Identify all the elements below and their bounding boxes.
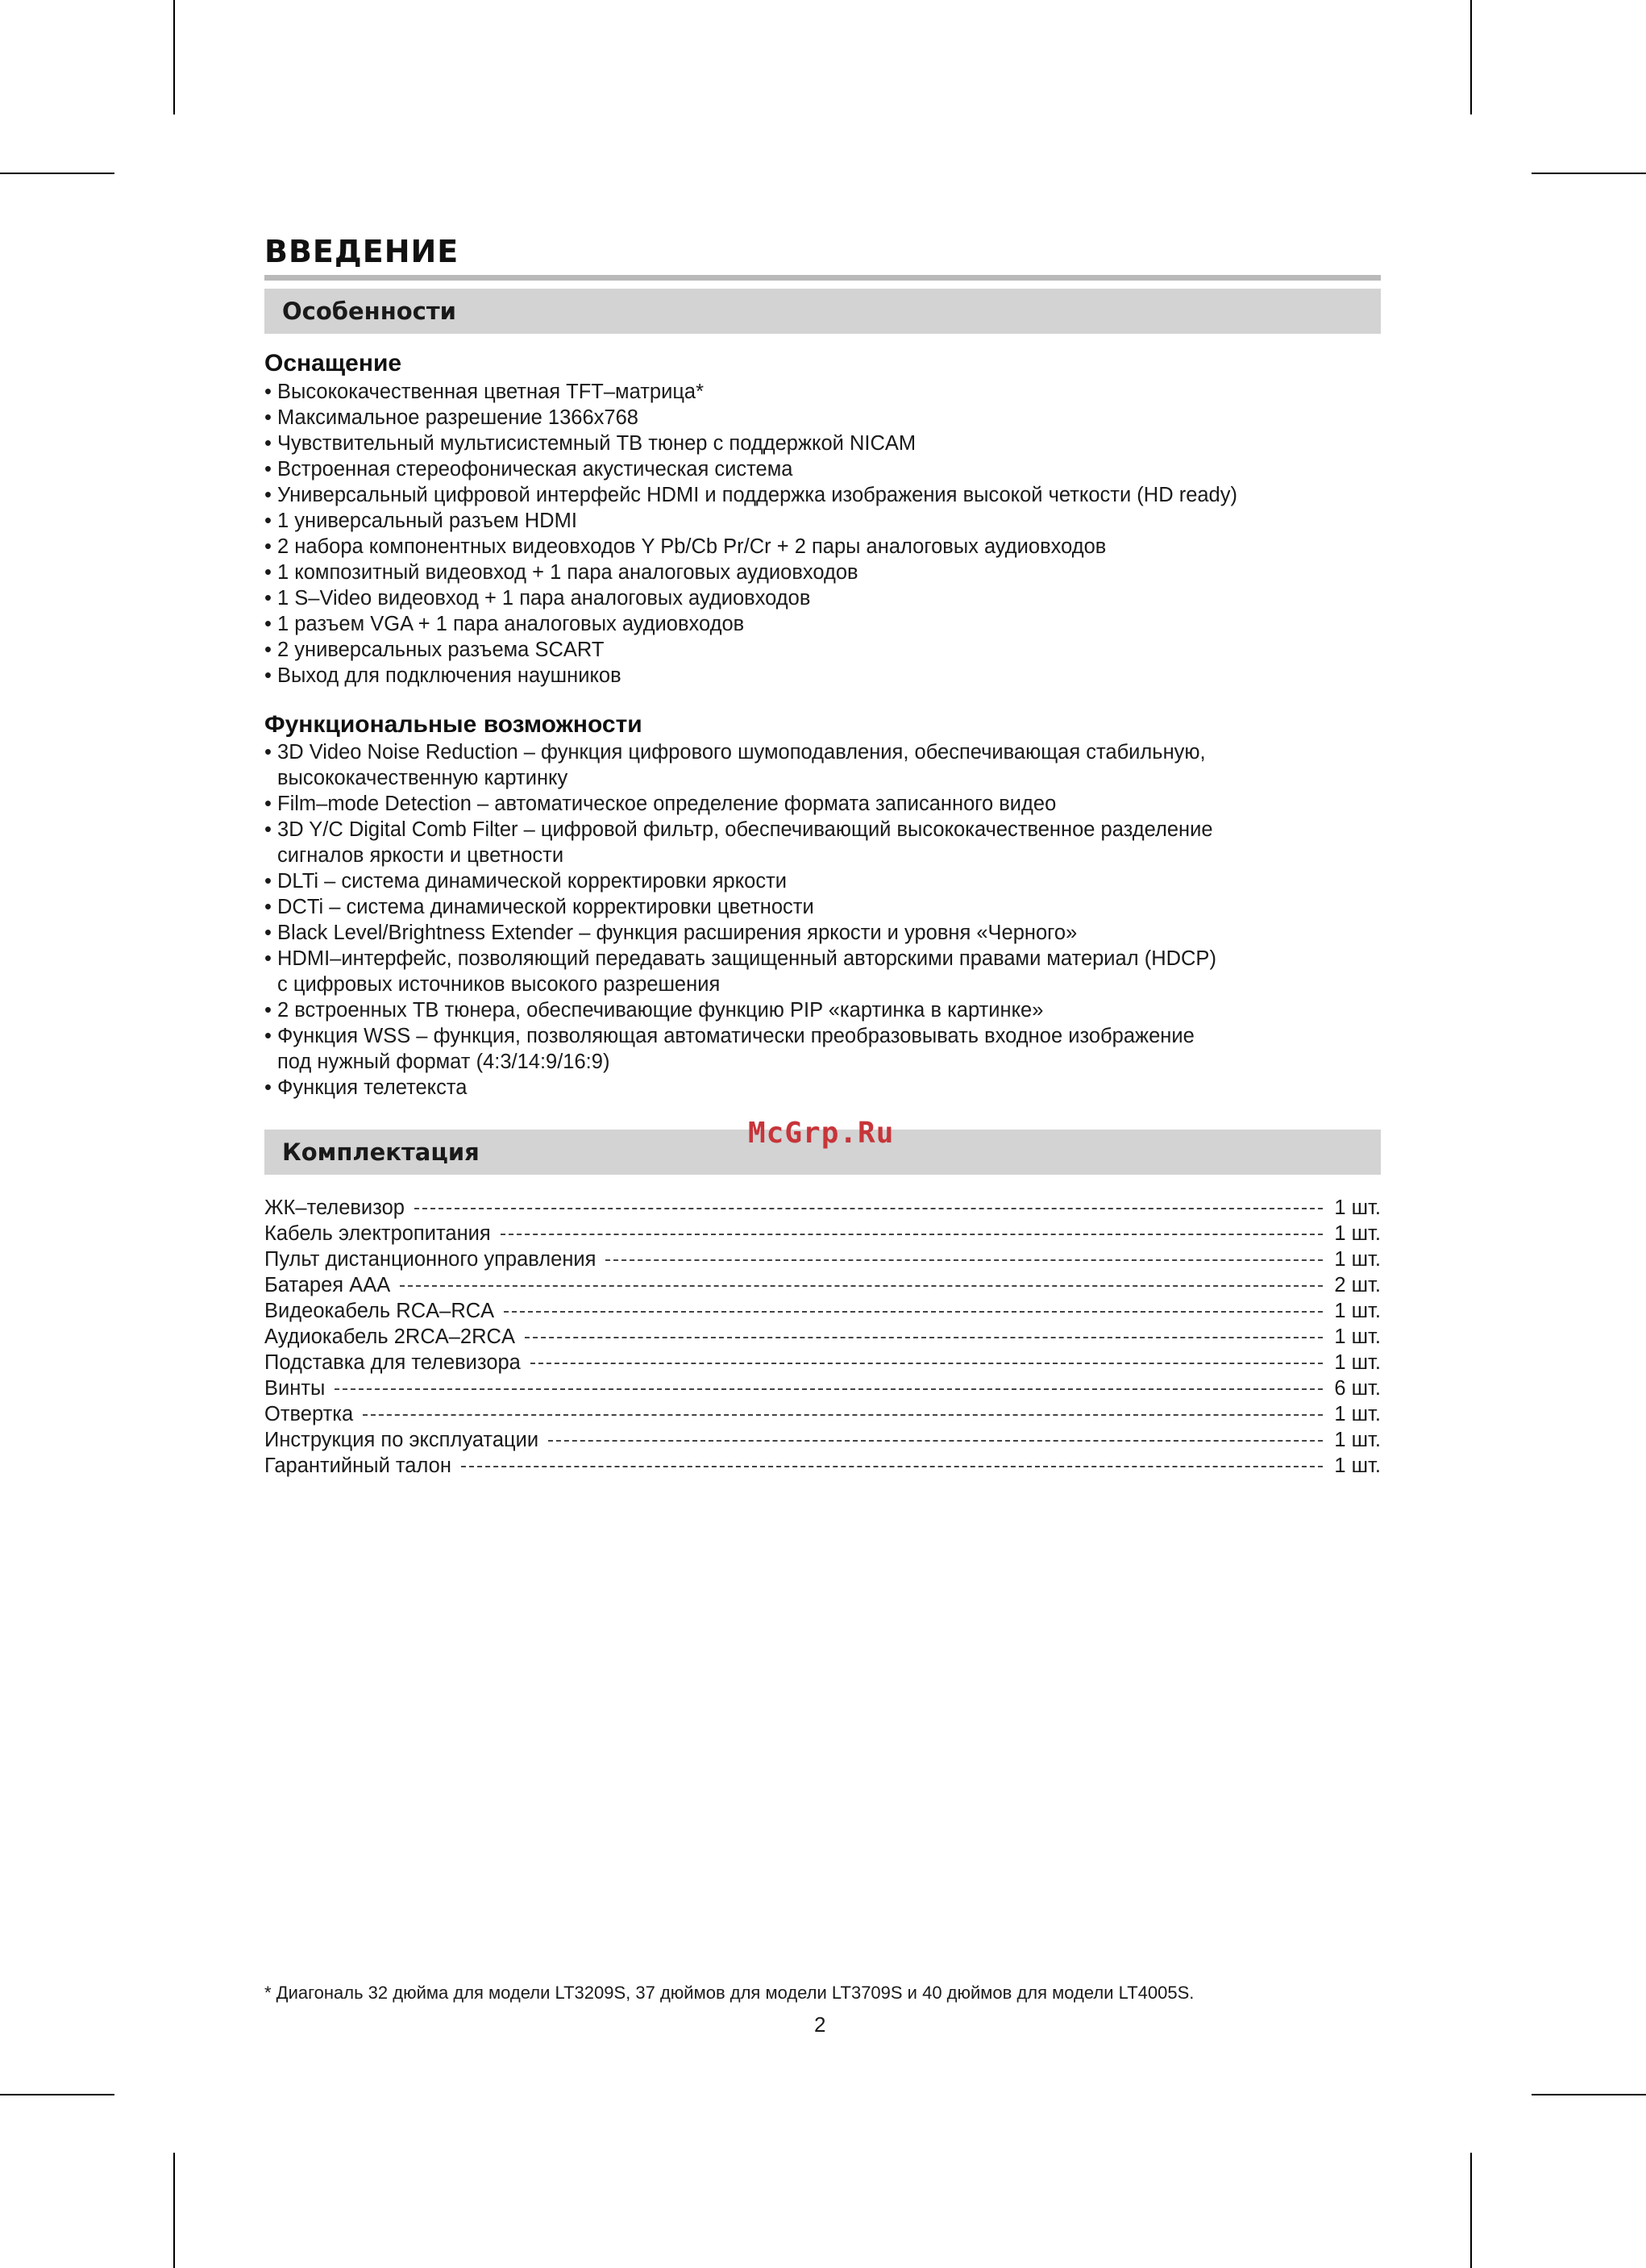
package-item-name: Видеокабель RCA–RCA xyxy=(264,1300,495,1322)
title-rule xyxy=(264,275,1381,281)
package-item xyxy=(264,1401,1381,1427)
crop-mark xyxy=(1470,2153,1472,2268)
dotted-leader xyxy=(605,1259,1323,1261)
package-item xyxy=(264,1324,1381,1350)
bullet-item: • 2 набора компонентных видеовходов Y Pb/Cb Pr/Cr + 2 пары аналоговых аудиовходов xyxy=(264,534,1381,560)
dotted-leader xyxy=(530,1363,1323,1364)
package-item-quantity: 1 шт. xyxy=(1334,1351,1381,1374)
package-item xyxy=(264,1298,1381,1324)
package-item-name: ЖК–телевизор xyxy=(264,1196,405,1219)
bullet-item: • 3D Video Noise Reduction – функция цифрового шумоподавления, обеспечивающая стабильную, высококачественную картинку xyxy=(264,739,1381,791)
package-item-name: Кабель электропитания xyxy=(264,1222,491,1245)
package-item-name: Батарея ААА xyxy=(264,1274,391,1296)
bullet-item: • DLTi – система динамической корректировки яркости xyxy=(264,868,1381,894)
bullet-item: • 2 встроенных ТВ тюнера, обеспечивающие функцию PIP «картинка в картинке» xyxy=(264,997,1381,1023)
package-item xyxy=(264,1350,1381,1375)
package-item-quantity: 1 шт. xyxy=(1334,1403,1381,1425)
package-item-quantity: 1 шт. xyxy=(1334,1196,1381,1219)
bullet-item: • Функция WSS – функция, позволяющая автоматически преобразовывать входное изображение под нужный формат (4:3/14:9/16:9) xyxy=(264,1023,1381,1075)
crop-mark xyxy=(1532,2094,1646,2095)
bullet-item: • DCTi – система динамической корректировки цветности xyxy=(264,894,1381,920)
bullet-item: • Чувствительный мультисистемный ТВ тюнер с поддержкой NICAM xyxy=(264,431,1381,456)
package-item-quantity: 1 шт. xyxy=(1334,1325,1381,1348)
bullet-item: • Максимальное разрешение 1366x768 xyxy=(264,405,1381,431)
bullet-item: • Универсальный цифровой интерфейс HDMI и поддержка изображения высокой четкости (HD ready) xyxy=(264,482,1381,508)
bullet-item: • Функция телетекста xyxy=(264,1075,1381,1101)
page-title: ВВЕДЕНИЕ xyxy=(264,234,459,269)
package-item xyxy=(264,1246,1381,1272)
package-item-quantity: 1 шт. xyxy=(1334,1300,1381,1322)
crop-mark xyxy=(0,173,114,174)
package-item-quantity: 1 шт. xyxy=(1334,1248,1381,1271)
package-item-name: Аудиокабель 2RCA–2RCA xyxy=(264,1325,515,1348)
package-item-name: Гарантийный талон xyxy=(264,1454,451,1477)
package-item-quantity: 2 шт. xyxy=(1334,1274,1381,1296)
package-item xyxy=(264,1375,1381,1401)
bullet-item: • 1 универсальный разъем HDMI xyxy=(264,508,1381,534)
dotted-leader xyxy=(504,1311,1323,1313)
dotted-leader xyxy=(525,1337,1323,1338)
crop-mark xyxy=(173,0,175,114)
package-item-name: Винты xyxy=(264,1377,326,1400)
equipment-list xyxy=(264,379,1381,689)
package-list xyxy=(264,1195,1381,1479)
dotted-leader xyxy=(548,1440,1323,1442)
bullet-item: • HDMI–интерфейс, позволяющий передавать защищенный авторскими правами материал (HDCP) с цифровых источников высокого разрешения xyxy=(264,946,1381,997)
package-item xyxy=(264,1272,1381,1298)
package-item-name: Инструкция по эксплуатации xyxy=(264,1429,539,1451)
bullet-item: • 1 S–Video видеовход + 1 пара аналоговых аудиовходов xyxy=(264,585,1381,611)
subheading-equipment: Оснащение xyxy=(264,350,402,377)
dotted-leader xyxy=(400,1285,1323,1287)
subheading-functions: Функциональные возможности xyxy=(264,711,642,738)
package-item xyxy=(264,1427,1381,1453)
package-item-quantity: 6 шт. xyxy=(1334,1377,1381,1400)
watermark: McGrp.Ru xyxy=(748,1117,895,1150)
package-item-name: Подставка для телевизора xyxy=(264,1351,521,1374)
package-item-quantity: 1 шт. xyxy=(1334,1429,1381,1451)
page-number: 2 xyxy=(814,2012,826,2037)
dotted-leader xyxy=(461,1466,1323,1467)
bullet-item: • 3D Y/C Digital Comb Filter – цифровой фильтр, обеспечивающий высококачественное разделение сигналов яркости и цветности xyxy=(264,817,1381,868)
package-item xyxy=(264,1453,1381,1479)
dotted-leader xyxy=(414,1208,1323,1209)
bullet-item: • Black Level/Brightness Extender – функция расширения яркости и уровня «Черного» xyxy=(264,920,1381,946)
package-item xyxy=(264,1221,1381,1246)
section-heading: Комплектация xyxy=(282,1138,480,1166)
functions-list xyxy=(264,739,1381,1101)
dotted-leader xyxy=(363,1414,1323,1416)
bullet-item: • 1 композитный видеовход + 1 пара аналоговых аудиовходов xyxy=(264,560,1381,585)
crop-mark xyxy=(0,2094,114,2095)
section-heading: Особенности xyxy=(282,298,456,325)
dotted-leader xyxy=(335,1388,1323,1390)
package-item-quantity: 1 шт. xyxy=(1334,1454,1381,1477)
section-header-features xyxy=(264,289,1381,334)
package-item-name: Пульт дистанционного управления xyxy=(264,1248,596,1271)
bullet-item: • 2 универсальных разъема SCART xyxy=(264,637,1381,663)
footnote: * Диагональ 32 дюйма для модели LT3209S, 37 дюймов для модели LT3709S и 40 дюймов для модели LT4005S. xyxy=(264,1983,1195,2003)
bullet-item: • 1 разъем VGA + 1 пара аналоговых аудиовходов xyxy=(264,611,1381,637)
package-item-name: Отвертка xyxy=(264,1403,354,1425)
crop-mark xyxy=(1532,173,1646,174)
crop-mark xyxy=(1470,0,1472,114)
bullet-item: • Film–mode Detection – автоматическое определение формата записанного видео xyxy=(264,791,1381,817)
package-item xyxy=(264,1195,1381,1221)
crop-mark xyxy=(173,2153,175,2268)
package-item-quantity: 1 шт. xyxy=(1334,1222,1381,1245)
bullet-item: • Встроенная стереофоническая акустическая система xyxy=(264,456,1381,482)
bullet-item: • Высококачественная цветная TFT–матрица* xyxy=(264,379,1381,405)
bullet-item: • Выход для подключения наушников xyxy=(264,663,1381,689)
dotted-leader xyxy=(501,1234,1324,1235)
